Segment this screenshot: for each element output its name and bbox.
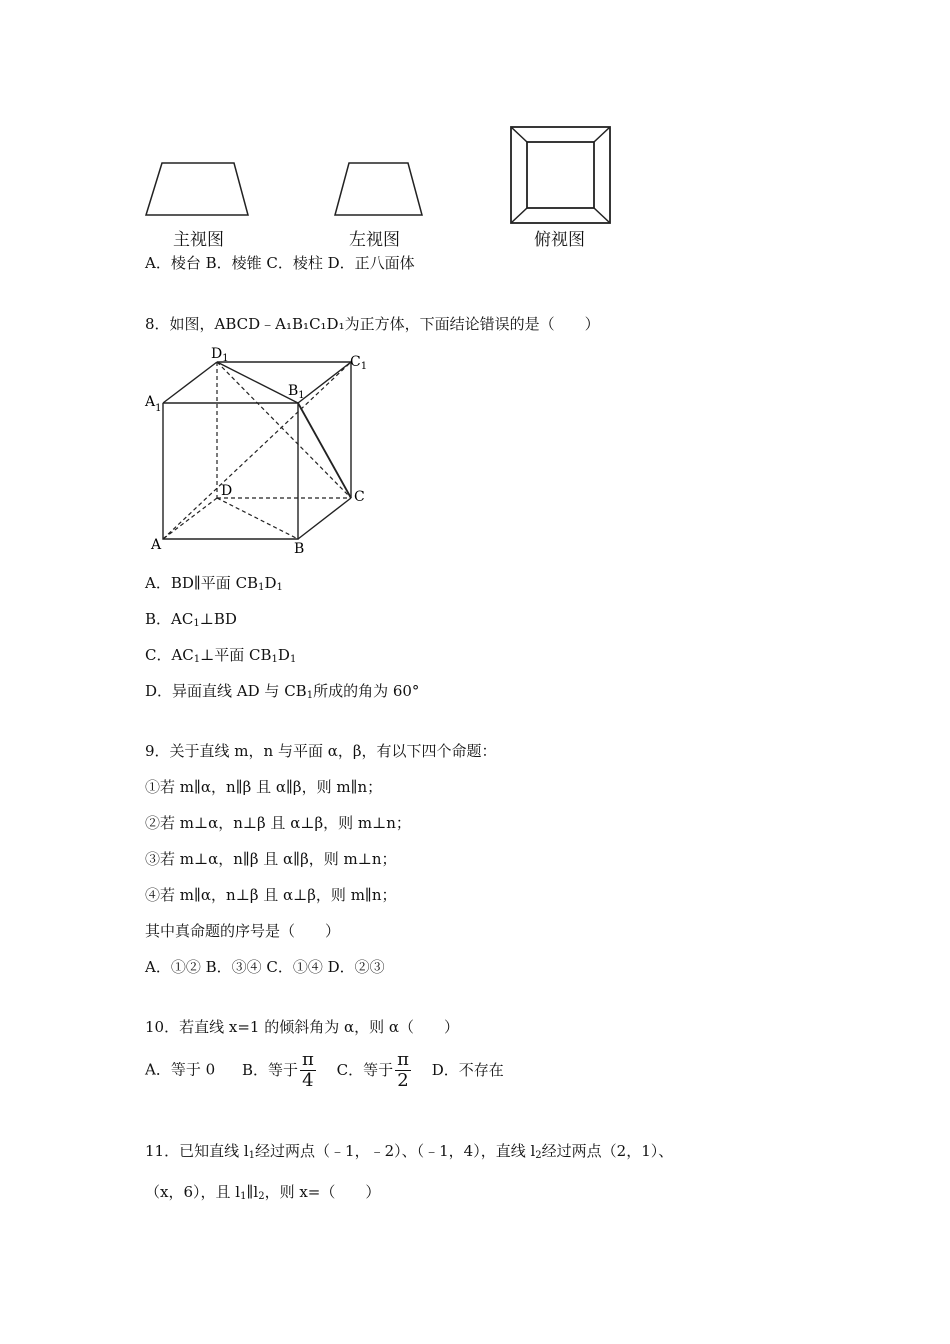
q8-option-c: C．$AC_1\perp$平面 $CB_1D_1$ <box>145 646 297 665</box>
side-view-label: 左视图 <box>349 230 400 250</box>
q8-stem: 8．如图，ABCD﹣A₁B₁C₁D₁为正方体，下面结论错误的是（ ） <box>145 315 600 333</box>
q9-question: 其中真命题的序号是（ ） <box>145 922 341 940</box>
vertex-label-D1: $D_1$ <box>211 346 229 364</box>
front-view-label: 主视图 <box>173 230 224 250</box>
q9-prop-1: ①若 m∥α，n∥β 且 α∥β，则 m∥n； <box>145 778 383 796</box>
side-view-trapezoid <box>335 163 422 215</box>
vertex-label-D: D <box>221 483 233 499</box>
q9-prop-3: ③若 m⊥α，n∥β 且 α∥β，则 m⊥n； <box>145 850 397 868</box>
fraction-pi-over-2: $\frac{\pi}{2}$ <box>397 1049 409 1091</box>
vertex-label-C: C <box>354 489 365 505</box>
q7-options: A．棱台 B．棱锥 C．棱柱 D．正八面体 <box>145 254 415 272</box>
q9-prop-4: ④若 m∥α，n⊥β 且 α⊥β，则 m∥n； <box>145 886 397 904</box>
q8-option-b: B．$AC_1\perp BD$ <box>145 610 237 629</box>
top-view-label: 俯视图 <box>534 230 585 250</box>
front-view-trapezoid <box>146 163 248 215</box>
q11-line-2: （x，6），且 $l_1\parallel l_2$，则 x=（ ） <box>145 1183 381 1202</box>
vertex-label-C1: $C_1$ <box>350 354 368 372</box>
q9-stem: 9．关于直线 m，n 与平面 α，β，有以下四个命题： <box>145 742 497 760</box>
fraction-pi-over-4: $\frac{\pi}{4}$ <box>301 1049 314 1091</box>
q9-options: A．①② B．③④ C．①④ D．②③ <box>145 958 385 976</box>
top-view-inner-square <box>527 142 594 208</box>
q11-line-1: 11．已知直线 $l_1$经过两点（﹣1，﹣2）、（﹣1，4），直线 $l_2$经过两点（2，1）、 <box>145 1142 674 1161</box>
vertex-label-A: A <box>151 537 162 553</box>
q8-option-d: D．异面直线 AD 与 $CB_1$所成的角为 60° <box>145 682 420 701</box>
vertex-label-B: B <box>294 541 305 557</box>
q8-option-a: A．BD∥平面 $CB_1D_1$ <box>145 574 283 593</box>
vertex-label-B1: $B_1$ <box>288 383 305 401</box>
q10-stem: 10．若直线 x=1 的倾斜角为 α，则 α（ ） <box>145 1018 459 1036</box>
cube-figure <box>140 340 380 560</box>
vertex-label-A1: $A_1$ <box>145 394 162 414</box>
q9-prop-2: ②若 m⊥α，n⊥β 且 α⊥β，则 m⊥n； <box>145 814 411 832</box>
q10-options: A．等于 0 B．等于 $\frac{\pi}{4}$ C．等于 $\frac{\pi}{2}$ D．不存在 <box>145 1049 504 1091</box>
